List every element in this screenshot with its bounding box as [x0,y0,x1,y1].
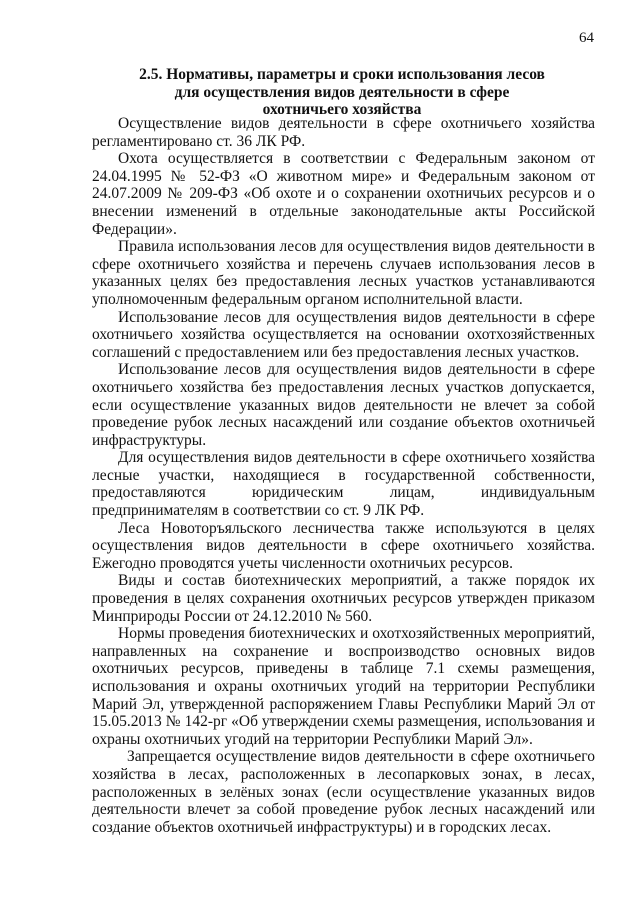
paragraph-norms-table: Нормы проведения биотехнических и охотхозяйственных мероприятий, направленных на сохранение и воспроизводство основных видов охотничьих ресурсов, приведены в таблице 7.1 схемы размещения, использования и охраны охотничьих угодий на территории Республики Марий Эл, утвержденной распоряжением Главы Республики Марий Эл от 15.05.2013 № 142-рг «Об утверждении схемы размещения, использования и охраны охотничьих угодий на территории Республики Марий Эл». [92,625,595,748]
section-heading-line-1: 2.5. Нормативы, параметры и сроки использования лесов [139,66,545,83]
section-heading-line-3: охотничьего хозяйства [262,101,422,118]
paragraph-regulation: Осуществление видов деятельности в сфере охотничьего хозяйства регламентировано ст. 36 ЛК РФ. [92,115,595,150]
body-text [92,115,595,836]
paragraph-state-plots: Для осуществления видов деятельности в сфере охотничьего хозяйства лесные участки, находящиеся в государственной собственности, предоставляются юридическим лицам, индивидуальным предпринимателям в соответствии со ст. 9 ЛК РФ. [92,449,595,520]
paragraph-without-plots: Использование лесов для осуществления видов деятельности в сфере охотничьего хозяйства без предоставления лесных участков допускается, если осуществление указанных видов деятельности не влечет за собой проведение рубок лесных насаждений или создание объектов охотничьей инфраструктуры. [92,361,595,449]
paragraph-novotoryal-forestry: Леса Новоторъяльского лесничества также используются в целях осуществления видов деятельности в сфере охотничьего хозяйства. Ежегодно проводятся учеты численности охотничьих ресурсов. [92,519,595,572]
paragraph-biotechnical-measures: Виды и состав биотехнических мероприятий, а также порядок их проведения в целях сохранения охотничьих ресурсов утвержден приказом Минприроды России от 24.12.2010 № 560. [92,572,595,625]
section-heading-line-2: для осуществления видов деятельности в сфере [174,83,510,101]
paragraph-usage-rules: Правила использования лесов для осуществления видов деятельности в сфере охотничьего хозяйства и перечень случаев использования лесов в указанных целях без предоставления лесных участков устанавливаются уполномоченным федеральным органом исполнительной власти. [92,238,595,308]
paragraph-federal-laws: Охота осуществляется в соответствии с Федеральным законом от 24.04.1995 № 52-ФЗ «О животном мире» и Федеральным законом от 24.07.2009 № 209-ФЗ «Об охоте и о сохранении охотничьих ресурсов и о внесении изменений в отдельные законодательные акты Российской Федерации». [92,150,595,238]
page-number: 64 [579,30,594,46]
section-heading [92,66,592,119]
paragraph-prohibition: Запрещается осуществление видов деятельности в сфере охотничьего хозяйства в лесах, расположенных в лесопарковых зонах, в лесах, расположенных в зелёных зонах (если осуществление указанных видов деятельности влечет за собой проведение рубок лесных насаждений или создание объектов охотничьей инфраструктуры) и в городских лесах. [92,748,595,836]
paragraph-hunting-agreements: Использование лесов для осуществления видов деятельности в сфере охотничьего хозяйства осуществляется на основании охотхозяйственных соглашений с предоставлением или без предоставления лесных участков. [92,308,595,361]
